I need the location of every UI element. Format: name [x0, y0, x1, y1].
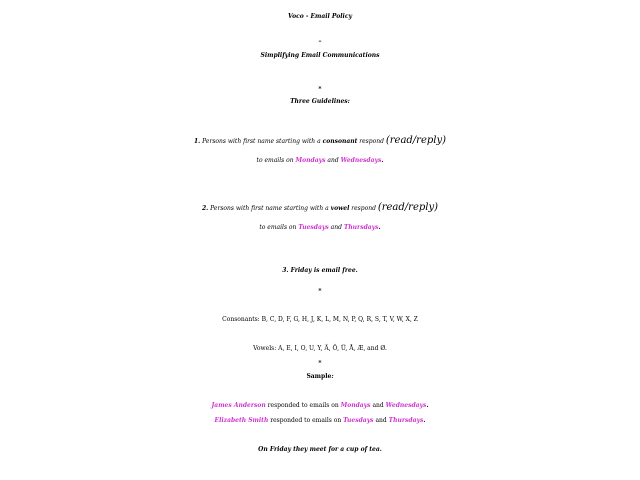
sample-2-and: and — [373, 417, 389, 424]
sample-2-day-1: Tuesdays — [343, 417, 374, 424]
sample-line-1 — [0, 403, 640, 409]
rule-2-text-c: to emails on — [259, 224, 299, 231]
sample-1-text: responded to emails on — [265, 402, 341, 409]
rule-2-keyword: vowel — [330, 205, 350, 212]
rule-2-line-1 — [0, 203, 640, 213]
rule-2-period: . — [378, 224, 381, 231]
separator-star-2: * — [318, 288, 322, 295]
sample-1-day-2: Wednesdays — [385, 402, 427, 409]
rule-1-line-2 — [0, 158, 640, 164]
rule-2-text-b: respond — [349, 205, 378, 212]
page-subtitle: Simplifying Email Communications — [260, 52, 380, 59]
sample-1-and: and — [370, 402, 386, 409]
rule-1-number: 1. — [193, 138, 201, 145]
page-title: Voco - Email Policy — [288, 13, 352, 20]
guidelines-heading: Three Guidelines: — [290, 98, 350, 105]
rule-2-line-2 — [0, 225, 640, 231]
sample-label: Sample — [306, 373, 332, 380]
rule-1-text-a: Persons with first name starting with a — [200, 138, 323, 145]
title-dash: – — [318, 38, 322, 45]
rule-3: 3. Friday is email free. — [282, 267, 358, 274]
sample-heading — [0, 374, 640, 380]
rule-1-day-1: Mondays — [295, 157, 326, 164]
sample-2-period: . — [423, 417, 426, 424]
closing-line: On Friday they meet for a cup of tea. — [258, 446, 382, 453]
separator-star-3: * — [318, 360, 322, 367]
rule-2-day-1: Tuesdays — [298, 224, 329, 231]
sample-colon: : — [331, 373, 334, 380]
sample-2-day-2: Thursdays — [388, 417, 424, 424]
rule-1-day-2: Wednesdays — [340, 157, 382, 164]
rule-1-keyword: consonant — [322, 138, 358, 145]
rule-2-paren: (read/reply) — [377, 202, 439, 213]
rule-2-and: and — [328, 224, 344, 231]
sample-line-2 — [0, 418, 640, 424]
sample-1-period: . — [426, 402, 429, 409]
rule-1-text-b: respond — [357, 138, 386, 145]
rule-1-paren: (read/reply) — [385, 135, 447, 146]
sample-2-text: responded to emails on — [268, 417, 344, 424]
vowels-list: Vowels: A, E, I, O, U, Y, Ä, Ö, Ü, Å, Æ, and Ø. — [253, 345, 387, 352]
consonants-list: Consonants: B, C, D, F, G, H, J, K, L, M, N, P, Q, R, S, T, V, W, X, Z — [222, 316, 418, 323]
sample-2-name: Elizabeth Smith — [214, 417, 269, 424]
rule-2-text-a: Persons with first name starting with a — [208, 205, 331, 212]
separator-star: * — [318, 86, 322, 93]
rule-2-day-2: Thursdays — [343, 224, 379, 231]
rule-1-line-1 — [0, 136, 640, 146]
sample-1-day-1: Mondays — [340, 402, 371, 409]
rule-1-period: . — [381, 157, 384, 164]
rule-1-and: and — [325, 157, 341, 164]
rule-2-number: 2. — [201, 205, 209, 212]
sample-1-name: James Anderson — [211, 402, 266, 409]
rule-1-text-c: to emails on — [256, 157, 296, 164]
